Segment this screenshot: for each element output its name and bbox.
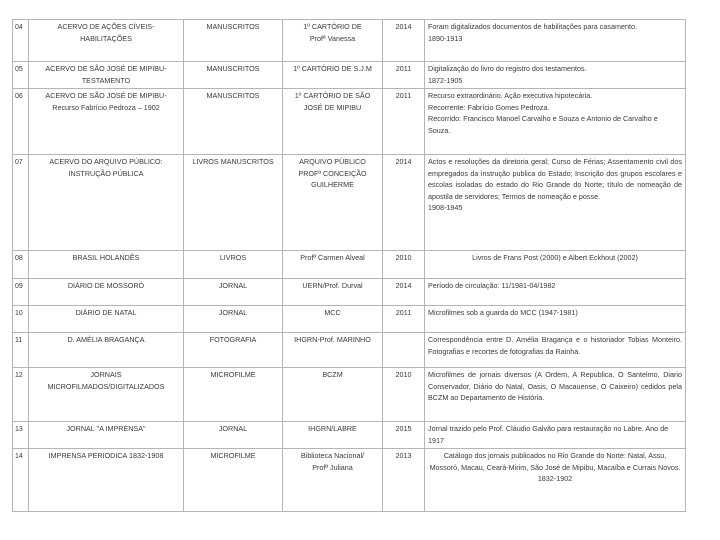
source: IHGRN/LABRE <box>283 422 383 449</box>
table-row <box>13 20 686 62</box>
table-row <box>13 155 686 251</box>
description: Livros de Frans Post (2000) e Albert Eckhout (2002) <box>425 251 686 279</box>
table-row <box>13 251 686 279</box>
row-number: 14 <box>13 449 29 512</box>
collection-name: DIÁRIO DE MOSSORÓ <box>29 279 184 306</box>
row-number: 13 <box>13 422 29 449</box>
description: Microfilmes de jornais diversos (A Ordem, A Republica, O Santelmo, Diario Conservador, Diário do Natal, Oasis, O Macauense, O Caixeiro) cedidos pela BCZM ao Departamento de História. <box>425 368 686 422</box>
table-row <box>13 306 686 333</box>
source: UERN/Prof. Durval <box>283 279 383 306</box>
description: Catálogo dos jornais publicados no Rio Grande do Norte: Natal, Assu, Mossoró, Macau, Ceará-Mirim, São José de Mipibu, Macaíba e Currais Novos. 1832-1902 <box>425 449 686 512</box>
source: MCC <box>283 306 383 333</box>
description: Digitalização do livro do registro dos testamentos. 1872-1905 <box>425 62 686 89</box>
table-row <box>13 62 686 89</box>
year: 2010 <box>383 251 425 279</box>
table-row <box>13 279 686 306</box>
collection-name: IMPRENSA PERIODICA 1832-1908 <box>29 449 184 512</box>
material-type: JORNAL <box>184 422 283 449</box>
collection-name: D. AMÉLIA BRAGANÇA <box>29 333 184 368</box>
collection-name: ACERVO DE SÃO JOSÉ DE MIPIBU- Recurso Fabrício Pedroza – 1902 <box>29 89 184 155</box>
source: Profª Carmen Alveal <box>283 251 383 279</box>
year: 2015 <box>383 422 425 449</box>
source: 1º CARTÓRIO DE S.J.M <box>283 62 383 89</box>
collection-name: ACERVO DE SÃO JOSÉ DE MIPIBU- TESTAMENTO <box>29 62 184 89</box>
material-type: MANUSCRITOS <box>184 89 283 155</box>
row-number: 04 <box>13 20 29 62</box>
table-row <box>13 422 686 449</box>
collection-name: JORNAL "A IMPRENSA" <box>29 422 184 449</box>
table-body <box>13 20 686 512</box>
year: 2011 <box>383 89 425 155</box>
material-type: MANUSCRITOS <box>184 20 283 62</box>
year: 2014 <box>383 20 425 62</box>
year: 2014 <box>383 155 425 251</box>
year: 2013 <box>383 449 425 512</box>
collection-name: ACERVO DO ARQUIVO PÚBLICO: INSTRUÇÃO PÚBLICA <box>29 155 184 251</box>
year: 2010 <box>383 368 425 422</box>
source: 1º CARTÓRIO DE Profª Vanessa <box>283 20 383 62</box>
year: 2011 <box>383 306 425 333</box>
description: Foram digitalizados documentos de habilitações para casamento. 1890-1913 <box>425 20 686 62</box>
material-type: MICROFILME <box>184 449 283 512</box>
source: 1º CARTÓRIO DE SÃO JOSÉ DE MIPIBU <box>283 89 383 155</box>
collections-table <box>12 19 686 512</box>
table-row <box>13 89 686 155</box>
description: Período de circulação: 11/1981-04/1982 <box>425 279 686 306</box>
table-row <box>13 449 686 512</box>
year: 2011 <box>383 62 425 89</box>
row-number: 06 <box>13 89 29 155</box>
row-number: 08 <box>13 251 29 279</box>
row-number: 05 <box>13 62 29 89</box>
year: 2014 <box>383 279 425 306</box>
row-number: 09 <box>13 279 29 306</box>
row-number: 07 <box>13 155 29 251</box>
row-number: 10 <box>13 306 29 333</box>
description: Jornal trazido pelo Prof. Cláudio Galvão para restauração no Labre. Ano de 1917 <box>425 422 686 449</box>
year <box>383 333 425 368</box>
row-number: 12 <box>13 368 29 422</box>
table-row <box>13 368 686 422</box>
description: Recurso extraordinário. Ação executiva hipotecária. Recorrente: Fabrício Gomes Pedroza. Recorrido: Francisco Manoel Carvalho e Souza e Antonio de Carvalho e Souza. <box>425 89 686 155</box>
description: Correspondência entre D. Amélia Bragança e o historiador Tobias Monteiro. Fotografias e recortes de fotografias da Rainha. <box>425 333 686 368</box>
material-type: LIVROS <box>184 251 283 279</box>
description: Microfilmes sob a guarda do MCC (1947-1981) <box>425 306 686 333</box>
material-type: LIVROS MANUSCRITOS <box>184 155 283 251</box>
material-type: JORNAL <box>184 279 283 306</box>
collection-name: DIÁRIO DE NATAL <box>29 306 184 333</box>
source: IHGRN-Prof. MARINHO <box>283 333 383 368</box>
collection-name: BRASIL HOLANDÊS <box>29 251 184 279</box>
material-type: MANUSCRITOS <box>184 62 283 89</box>
collection-name: ACERVO DE AÇÕES CÍVEIS- HABILITAÇÕES <box>29 20 184 62</box>
collection-name: JORNAIS MICROFILMADOS/DIGITALIZADOS <box>29 368 184 422</box>
source: BCZM <box>283 368 383 422</box>
material-type: FOTOGRAFIA <box>184 333 283 368</box>
source: Biblioteca Nacional/ Profª Juliana <box>283 449 383 512</box>
material-type: JORNAL <box>184 306 283 333</box>
source: ARQUIVO PÚBLICO PROFª CONCEIÇÃO GUILHERME <box>283 155 383 251</box>
material-type: MICROFILME <box>184 368 283 422</box>
row-number: 11 <box>13 333 29 368</box>
table-row <box>13 333 686 368</box>
description: Actos e resoluções da diretoria geral; Curso de Férias; Assentamento civil dos empregados da instrução publica do Estado; Inscrição dos grupos escolares e escolas isoladas do estado do Rio Grande do Norte; título de nomeação de apostila de servidores; Termos de nomeação e posse. 1908-1945 <box>425 155 686 251</box>
